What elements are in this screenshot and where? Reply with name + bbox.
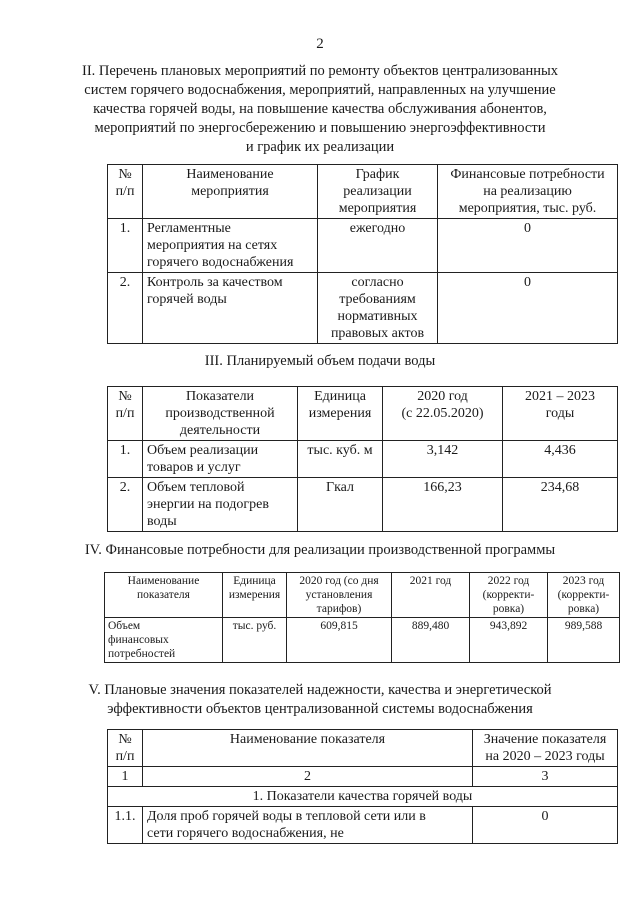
row-schedule: ежегодно [318,219,438,273]
row-indicator: Объем тепловой энергии на подогрев воды [143,478,298,532]
header-name: Наименование показателя [105,573,223,618]
row-2021-2023: 4,436 [503,441,618,478]
page-number: 2 [316,36,324,52]
row-num: 1.1. [108,807,143,844]
header-num: № п/п [108,387,143,441]
finance-table [104,572,620,663]
heading-line: и график их реализации [245,139,395,155]
header-2021-2023: 2021 – 2023 годы [503,387,618,441]
heading-line: II. Перечень плановых мероприятий по ремонту объектов централизованных [81,63,559,79]
header-unit: Единица измерения [298,387,383,441]
table-row [108,807,618,844]
header-schedule: График реализации мероприятия [318,165,438,219]
row-num: 2. [108,273,143,344]
row-name: Доля проб горячей воды в тепловой сети или в сети горячего водоснабжения, не [143,807,473,844]
table-row [108,478,618,532]
row-name: Объем финансовых потребностей [105,618,223,663]
row-name: Регламентные мероприятия на сетях горячего водоснабжения [143,219,318,273]
row-2023: 989,588 [548,618,620,663]
col-number: 3 [473,767,618,787]
group-title-row [108,787,618,807]
row-indicator: Объем реализации товаров и услуг [143,441,298,478]
header-name: Наименование мероприятия [143,165,318,219]
row-unit: тыс. куб. м [298,441,383,478]
header-num: № п/п [108,730,143,767]
row-2020: 609,815 [287,618,392,663]
header-2020: 2020 год (с 22.05.2020) [383,387,503,441]
heading-line: IV. Финансовые потребности для реализации производственной программы [84,542,556,558]
group-title: 1. Показатели качества горячей воды [108,787,618,807]
table-row [105,618,620,663]
row-unit: Гкал [298,478,383,532]
header-value: Значение показателя на 2020 – 2023 годы [473,730,618,767]
header-indicator: Показатели производственной деятельности [143,387,298,441]
col-number: 2 [143,767,473,787]
table-header-row [108,387,618,441]
table-header-row [108,165,618,219]
col-number: 1 [108,767,143,787]
header-finance: Финансовые потребности на реализацию мероприятия, тыс. руб. [438,165,618,219]
heading-line: мероприятий по энергосбережению и повышению энергоэффективности [94,120,546,136]
table-header-row [108,730,618,767]
column-number-row [108,767,618,787]
row-finance: 0 [438,219,618,273]
section-3-heading [0,352,640,371]
row-value: 0 [473,807,618,844]
heading-line: качества горячей воды, на повышение качества обслуживания абонентов, [93,101,547,117]
row-2020: 166,23 [383,478,503,532]
table-row [108,219,618,273]
row-name: Контроль за качеством горячей воды [143,273,318,344]
heading-line: V. Плановые значения показателей надежности, качества и энергетической [88,682,552,698]
section-2-heading [0,62,640,157]
header-2023: 2023 год (корректи- ровка) [548,573,620,618]
row-unit: тыс. руб. [223,618,287,663]
header-2022: 2022 год (корректи- ровка) [470,573,548,618]
measures-table [107,164,618,344]
row-num: 1. [108,441,143,478]
row-num: 2. [108,478,143,532]
row-schedule: согласно требованиям нормативных правовых актов [318,273,438,344]
header-2020: 2020 год (со дня установления тарифов) [287,573,392,618]
row-2021-2023: 234,68 [503,478,618,532]
heading-line: систем горячего водоснабжения, мероприятий, направленных на улучшение [84,82,556,98]
section-4-heading [0,541,640,560]
table-header-row [105,573,620,618]
heading-line: эффективности объектов централизованной системы водоснабжения [107,701,533,717]
table-row [108,441,618,478]
header-num: № п/п [108,165,143,219]
water-supply-table [107,386,618,532]
heading-line: III. Планируемый объем подачи воды [204,353,436,369]
indicators-table [107,729,618,844]
header-2021: 2021 год [392,573,470,618]
header-name: Наименование показателя [143,730,473,767]
section-5-heading [0,681,640,719]
row-2020: 3,142 [383,441,503,478]
row-2022: 943,892 [470,618,548,663]
header-unit: Единица измерения [223,573,287,618]
row-2021: 889,480 [392,618,470,663]
table-row [108,273,618,344]
row-finance: 0 [438,273,618,344]
row-num: 1. [108,219,143,273]
